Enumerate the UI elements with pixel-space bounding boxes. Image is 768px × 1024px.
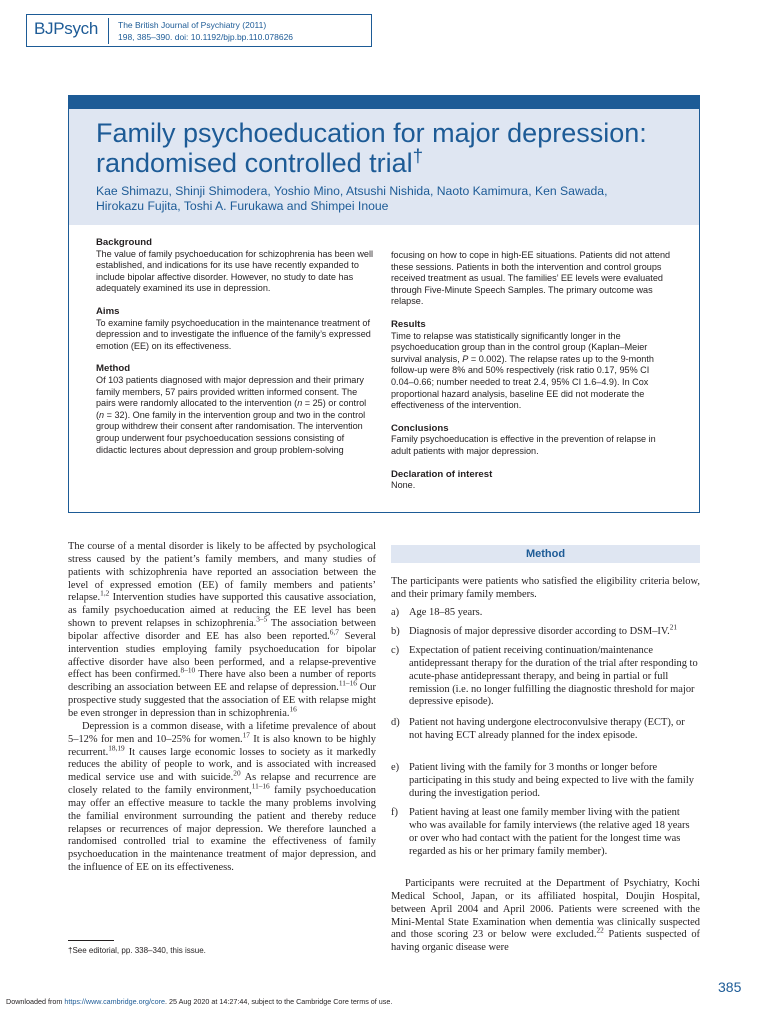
author-list: [96, 184, 676, 214]
recruitment-paragraph: Participants were recruited at the Department of Psychiatry, Kochi Medical School, Japan, or its affiliated hospital, Doujin Hospital, between April 2004 and April 2006. Patients were screened with the Mini-Mental State Examination when dementia was clinically suspected and those scoring 23 or below were excluded.$^{22}$ Patients suspected of having organic disease were: [391, 878, 701, 954]
method-intro: The participants were patients who satisfied the eligibility criteria below, and their primary family members.: [391, 576, 700, 600]
method-section-heading: Method: [391, 545, 700, 563]
background-heading: Background: [96, 237, 152, 248]
abstract-left-column: [96, 237, 374, 456]
introduction-column: [68, 541, 376, 875]
page-number: 385: [718, 979, 742, 995]
conclusions-text: Family psychoeducation is effective in the prevention of relapse in adult patients with major depression.: [391, 434, 656, 456]
declaration-heading: Declaration of interest: [391, 468, 493, 480]
intro-paragraph-2: Depression is a common disease, with a lifetime prevalence of about 5–12% for men and 10–25% for women.$^{17}$ It is also known to be highly recurrent.$^{18,19}$ It causes large economic losses to society as it markedly reduces the ability of people to work, and is associated with increased medical service use and with suicide.$^{20}$ As relapse and recurrence are closely related to the family environment,$^{11-16}$ family psychoeducation may offer an effective measure to tackle the many problems involving the familial environment surrounding the patient and thereby reduce relapses or recurrences of major depression. We therefore launched a randomised controlled trial to examine the effectiveness of family psychoeducation in the maintenance treatment of major depression, and the influence of EE on its effectiveness.: [68, 720, 377, 874]
declaration-text: None.: [391, 480, 416, 491]
method-text-continued: focusing on how to cope in high-EE situations. Patients did not attend these sessions. Patients in both the intervention and control groups received treatment as usual. The families’ EE levels were evaluated through Five-Minute Speech Samples. The primary outcome was relapse.: [391, 250, 671, 307]
title-line-2: randomised controlled trial†: [96, 146, 424, 178]
aims-text: To examine family psychoeducation in the maintenance treatment of depression and to investigate the influence of the family’s expressed emotion (EE) on its effectiveness.: [96, 317, 371, 351]
journal-citation: 198, 385–390. doi: 10.1192/bjp.bp.110.078626: [118, 32, 294, 42]
conclusions-heading: Conclusions: [391, 422, 449, 434]
footnote-rule: [68, 940, 114, 941]
intro-paragraph-1: The course of a mental disorder is likely to be affected by psychological stress caused by the patient’s family members, and many studies of patients with schizophrenia have reported an association between the level of expressed emotion (EE) of family members and patients’ relapse.$^{1,2}$ Intervention studies have supported this causative association, as family psychoeducation aimed at reducing the EE level has been shown to prevent relapses in schizophrenia.$^{3-5}$ The association between bipolar affective disorder and EE has also been reported.$^{6,7}$ Several intervention studies employing family psychoeducation for bipolar affective disorder have also been performed, and a relapse-preventive effect has been confirmed.$^{8-10}$ There have also been a number of reports describing an association between EE and relapse of depression.$^{11-16}$ Our prospective study suggested that the association of EE with relapse might be even stronger in depression than in schizophrenia.$^{16}$: [68, 541, 376, 719]
journal-name-line: [118, 20, 266, 31]
editorial-footnote: †See editorial, pp. 338–340, this issue.: [68, 946, 206, 955]
article-title: [96, 118, 686, 178]
method-text: Of 103 patients diagnosed with major depression and their primary family members, 57 pairs provided written informed consent. The pairs were randomly allocated to the intervention (n = 25) or control (n = 32). One family in the intervention group and two in the control group withdrew their consent after randomisation. The intervention group underwent four psychoeducation sessions consisting of didactic lectures about depression and group problem-solving: [96, 374, 367, 455]
title-dagger: †: [412, 146, 424, 167]
authors-line-2: Hirokazu Fujita, Toshi A. Furukawa and Shimpei Inoue: [96, 199, 389, 213]
download-note: Downloaded from https://www.cambridge.org/core. 25 Aug 2020 at 14:27:44, subject to the Cambridge Core terms of use.: [6, 997, 393, 1006]
bjpsych-logo: BJPsych: [34, 19, 99, 38]
journal-name: The British Journal of Psychiatry: [118, 20, 240, 30]
aims-heading: Aims: [96, 305, 120, 317]
method-heading: Method: [96, 363, 131, 375]
cambridge-core-link[interactable]: https://www.cambridge.org/core: [64, 997, 166, 1006]
abstract-right-column: [391, 250, 673, 492]
background-text: The value of family psychoeducation for schizophrenia has been well established, and indications for its use have recently expanded to include bipolar affective disorder. However, no study to date has adequately examined its use in depression.: [96, 248, 374, 294]
journal-year: (2011): [242, 20, 267, 30]
header-divider: [108, 18, 109, 44]
authors-line-1: Kae Shimazu, Shinji Shimodera, Yoshio Mino, Atsushi Nishida, Naoto Kamimura, Ken Sawada,: [96, 184, 608, 198]
title-line-1: Family psychoeducation for major depression:: [96, 118, 647, 148]
results-text: Time to relapse was statistically significantly longer in the psychoeducation group than in the control group (Kaplan–Meier survival analysis, P = 0.002). The relapse rates up to the 9-month follow-up were 8% and 50% respectively (risk ratio 0.17, 95% CI 0.04–0.66; number needed to treat 2.4, 95% CI 1.6–4.9). In Cox proportional hazard analysis, baseline EE did not moderate the effectiveness of the intervention.: [391, 330, 654, 411]
results-heading: Results: [391, 318, 426, 330]
